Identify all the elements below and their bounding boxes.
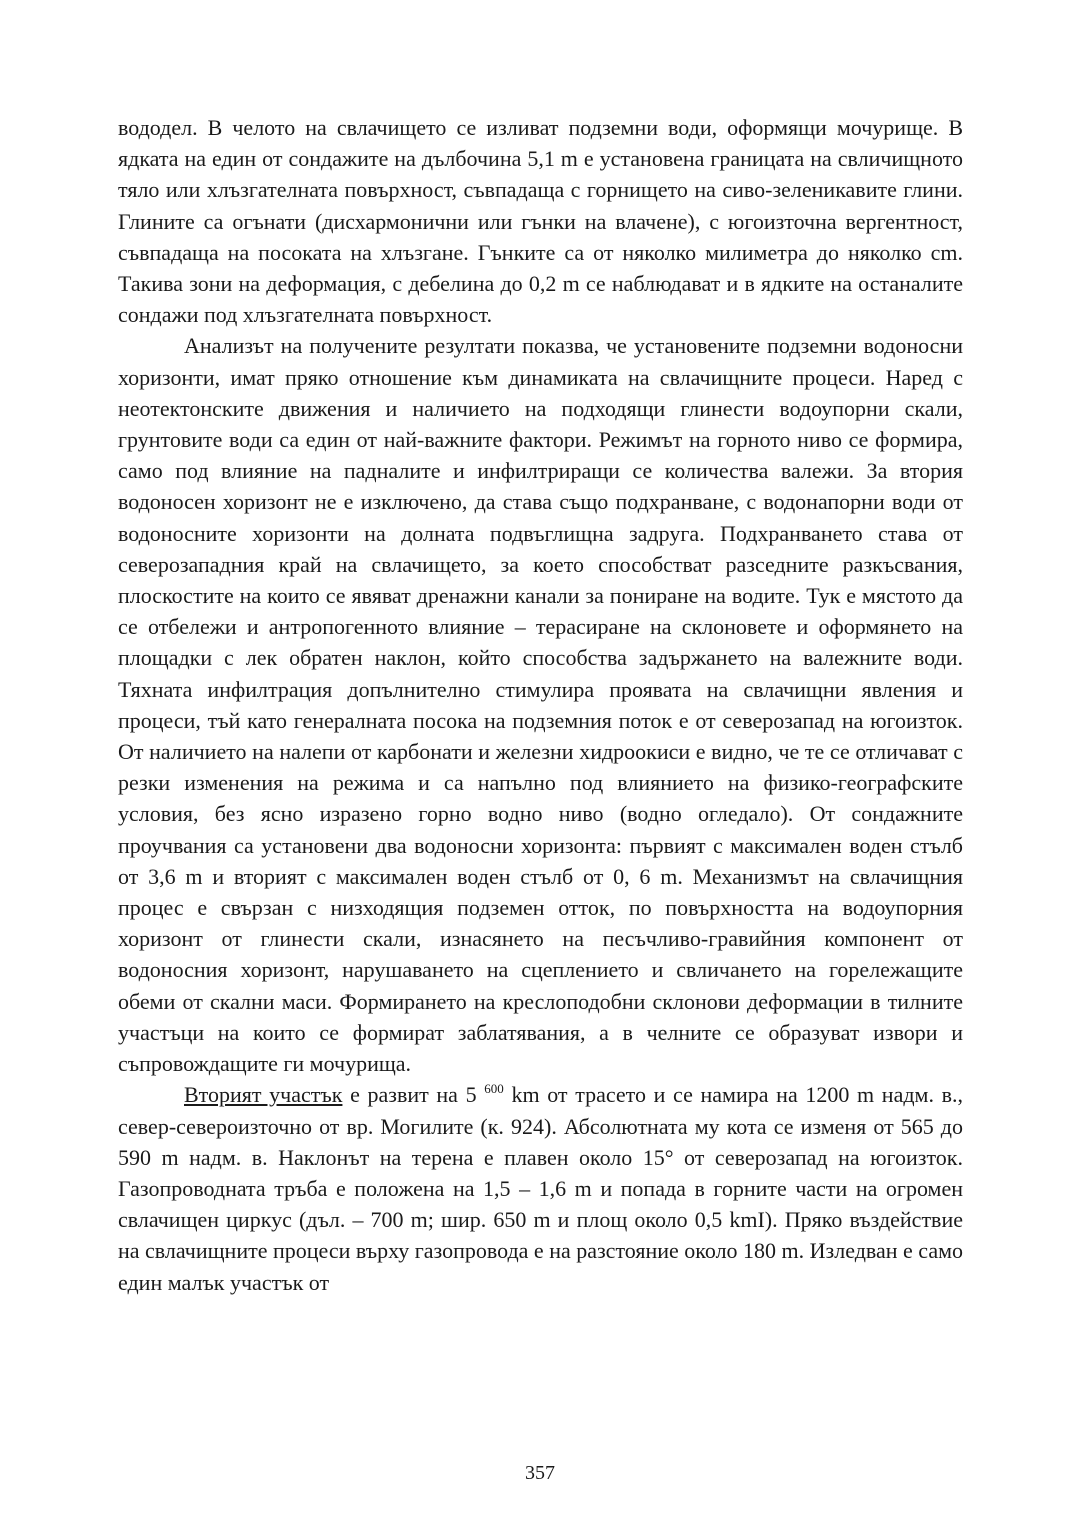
page-number: 357 bbox=[525, 1462, 555, 1484]
paragraph-text-continued: km от трасето и се намира на 1200 m надм. в., север-североизточно от вр. Могилите (к. 924). Абсолютната му кота се изменя от 565 до 590 m надм. в. Наклонът на терена е плавен около 15° от северозапад на югоизток. Газопроводната тръба е положена на 1,5 – 1,6 m и попада в горните части на огромен свлачищен циркус (дъл. – 700 m; шир. 650 m и площ около 0,5 kmI). Пряко въздействие на свлачищните процеси върху газопровода е на разстояние около 180 m. Изледван е само един малък участък от bbox=[118, 1082, 964, 1295]
section-heading-underlined: Вторият участък bbox=[184, 1082, 343, 1108]
superscript-km: 600 bbox=[484, 1081, 504, 1097]
paragraph-second-section bbox=[118, 1079, 963, 1297]
paragraph-analysis: Анализът на получените резултати показва, че установените подземни водоносни хоризонти, имат пряко отношение към динамиката на свлачищните процеси. Наред с неотектонските движения и наличието на подходящи глинести водоупорни скали, грунтовите води са един от най-важните фактори. Режимът на горното ниво се формира, само под влияние на падналите и инфилтриращи се количества валежи. За втория водоносен хоризонт не е изключено, да става също подхранване, с водонапорни води от водоносните хоризонти на долната подвъглищна задруга. Подхранването става от северозападния край на свлачището, за което способстват разседните разкъсвания, плоскостите на които се явяват дренажни канали за пониране на водите. Тук е мястото да се отбележи и антропогенното влияние – терасиране на склоновете и оформянето на площадки с лек обратен наклон, който способства задържането на валежните води. Тяхната инфилтрация допълнително стимулира проявата на свлачищни явления и процеси, тъй като генералната посока на подземния поток е от северозапад на югоизток. От наличието на налепи от карбонати и железни хидроокиси е видно, че те се отличават с резки изменения на режима и са напълно под влиянието на физико-географските условия, без ясно изразено горно водно ниво (водно огледало). От сондажните проучвания са установени два водоносни хоризонта: първият с максимален воден стълб от 3,6 m и вторият с максимален воден стълб от 0, 6 m. Механизмът на свлачищния процес е свързан с низходящия подземен отток, по повърхността на водоупорния хоризонт от глинести скали, изнасянето на песъчливо-гравийния компонент от водоносния хоризонт, нарушаването на сцеплението и свличането на горележащите обеми от скални маси. Формирането на креслоподобни склонови деформации в тилните участъци на които се формират заблатявания, а в челните се образуват извори и съпровождащите ги мочурища. bbox=[118, 333, 963, 1077]
paragraph-text: е развит на 5 bbox=[342, 1082, 485, 1108]
paragraph-landslide-description: вододел. В челото на свлачището се изливат подземни води, оформящи мочурище. В ядката на един от сондажите на дълбочина 5,1 m е установена границата на свличищното тяло или хлъзгателната повърхност, съвпадаща с горнището на сиво-зеленикавите глини. Глините са огънати (дисхармонични или гънки на влачене), с югоизточна вергентност, съвпадаща на посоката на хлъзгане. Гънките са от няколко милиметра до няколко cm. Такива зони на деформация, с дебелина до 0,2 m се наблюдават и в ядките на останалите сондажи под хлъзгателната повърхност. bbox=[118, 115, 963, 328]
page-body bbox=[118, 112, 963, 1298]
